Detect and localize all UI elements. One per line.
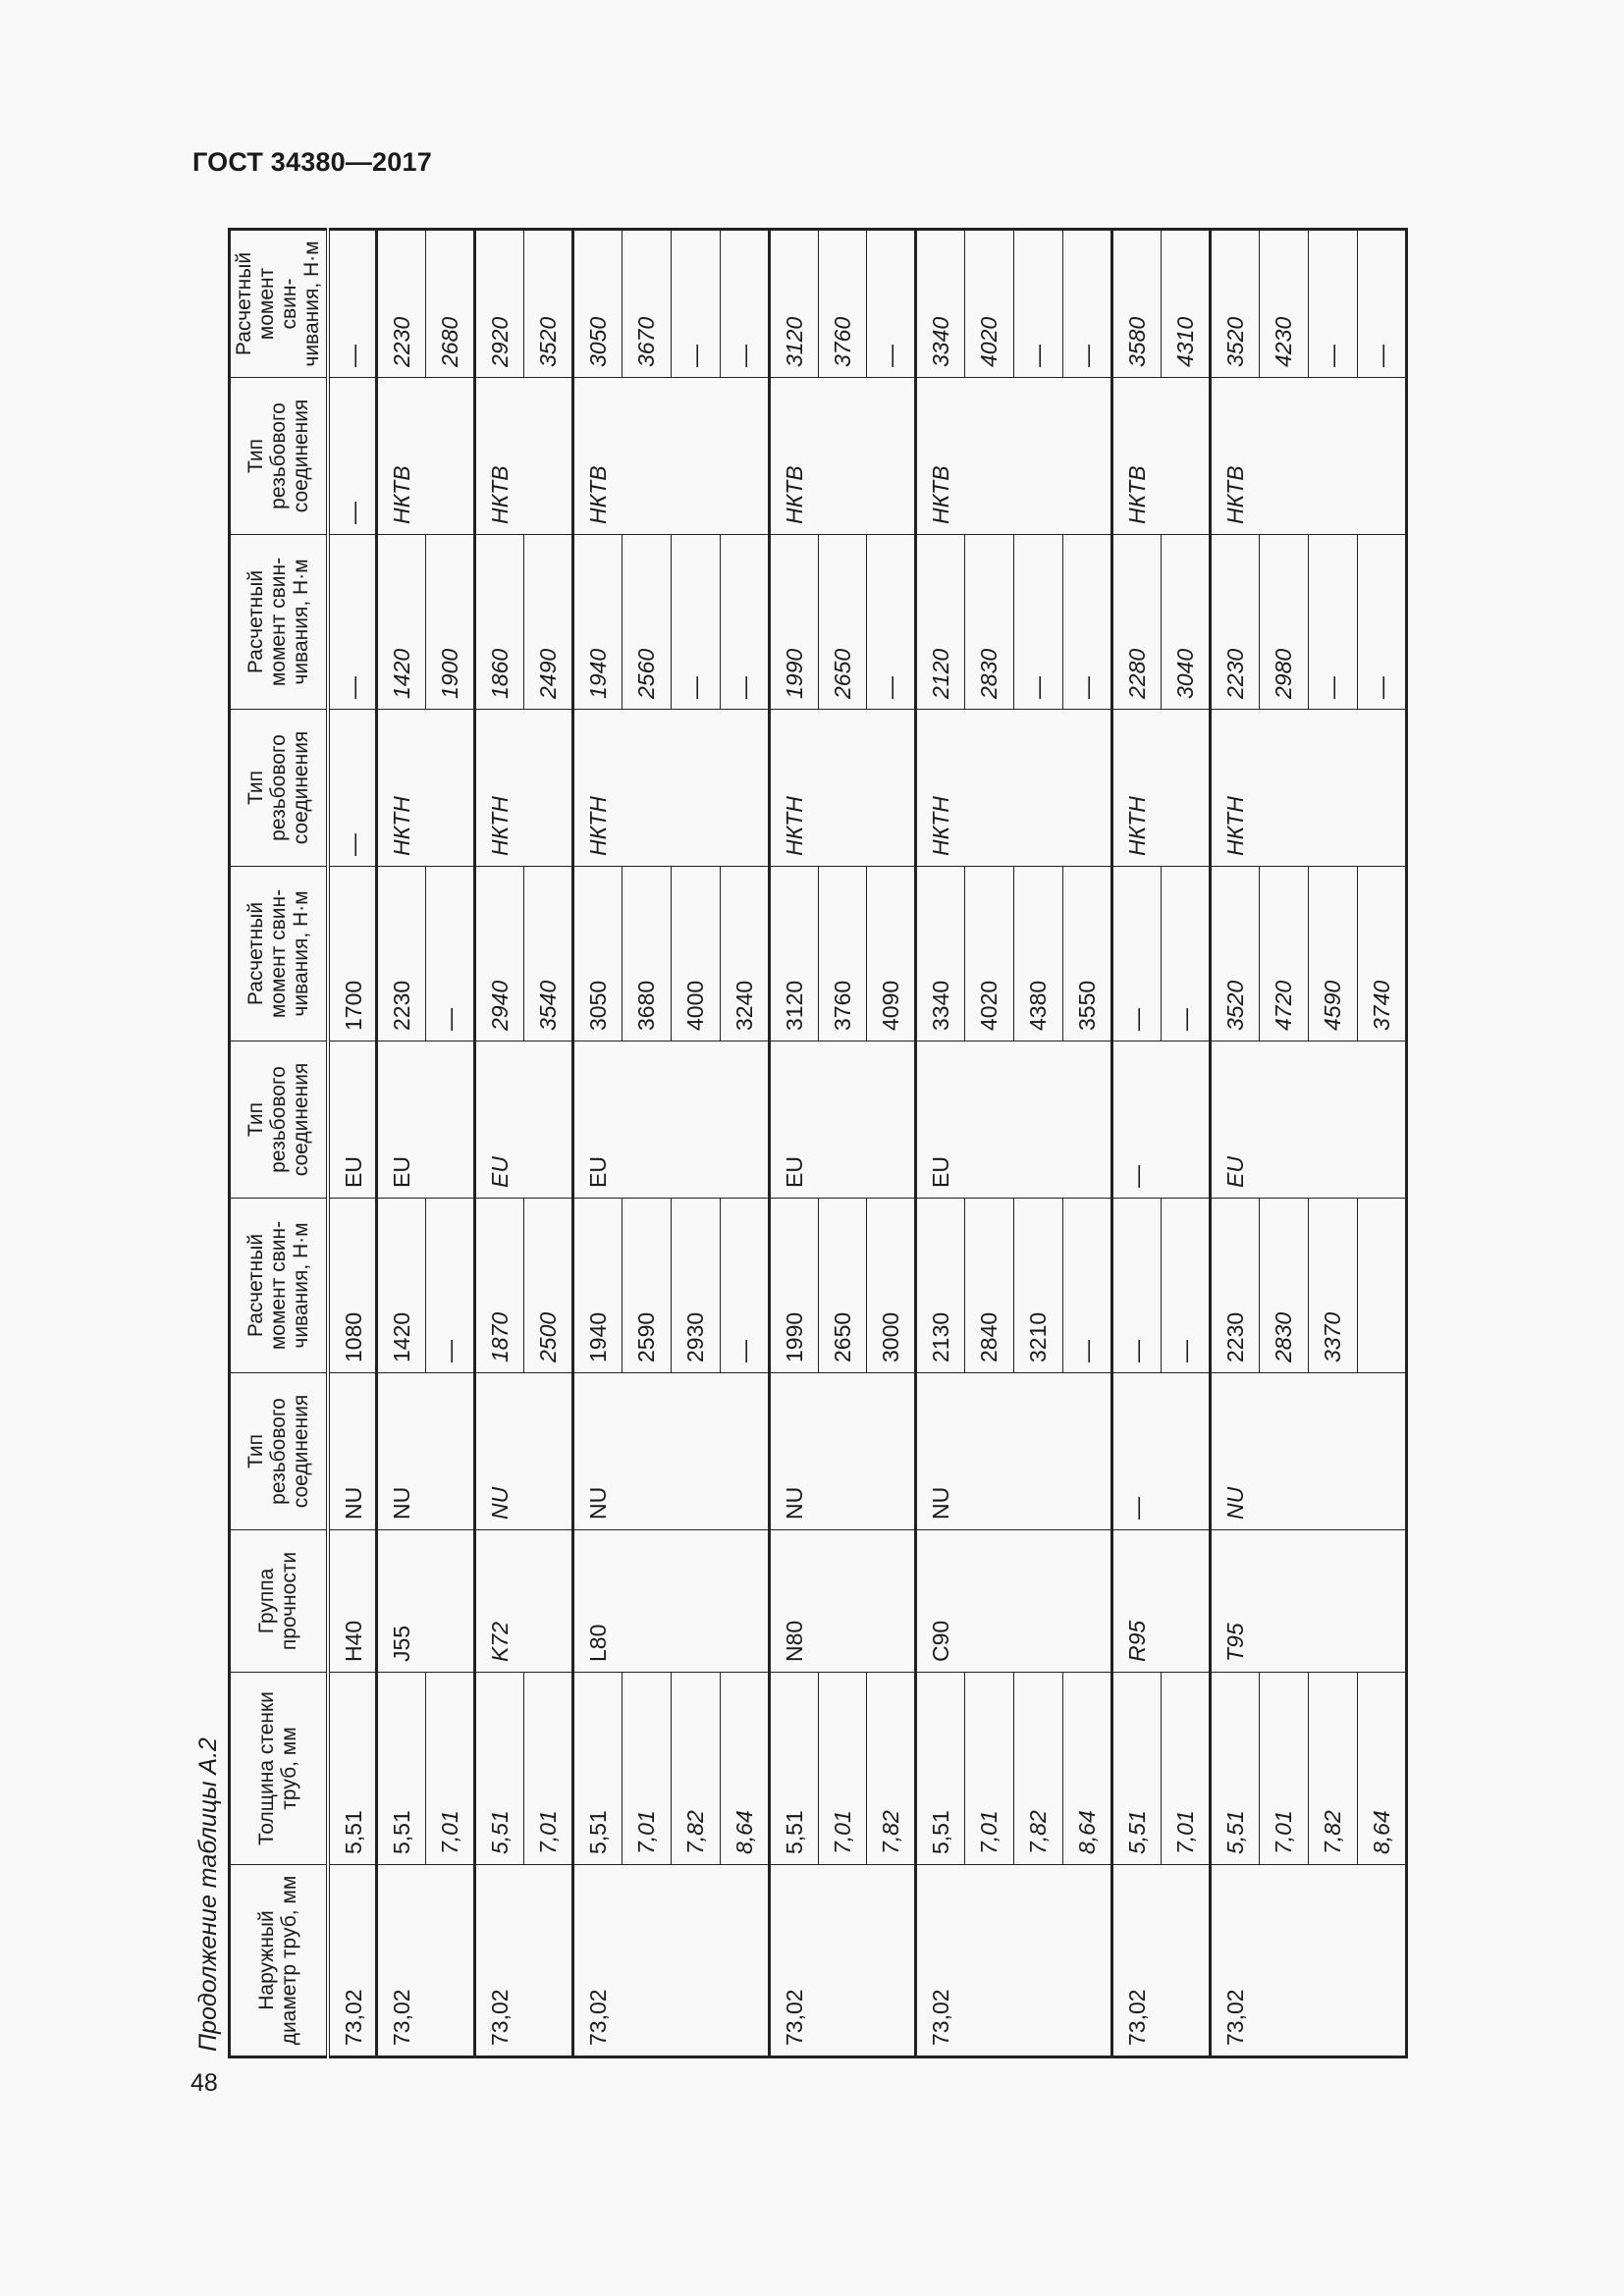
cell-thread-type-2: EU	[769, 1041, 916, 1199]
cell-torque-1	[1358, 1199, 1407, 1373]
cell-thread-type-3: НКТН	[1211, 710, 1407, 867]
cell-torque-4: 3520	[1211, 230, 1260, 378]
cell-torque-3: 2120	[916, 535, 965, 710]
cell-thread-type-4: НКТВ	[572, 378, 769, 535]
cell-torque-3: 1860	[474, 535, 523, 710]
cell-torque-4: —	[328, 230, 377, 378]
cell-thread-type-1: NU	[328, 1373, 377, 1530]
cell-outer-diameter: 73,02	[916, 1865, 1112, 2057]
col-thread-type-2: Тип резьбового соединения	[230, 1041, 328, 1199]
cell-wall-thickness: 5,51	[474, 1673, 523, 1865]
cell-torque-2: 3550	[1063, 867, 1112, 1041]
cell-torque-1: 2840	[965, 1199, 1014, 1373]
cell-thread-type-3: НКТН	[474, 710, 572, 867]
cell-torque-4: —	[671, 230, 720, 378]
cell-thread-type-1: NU	[572, 1373, 769, 1530]
cell-strength-group: T95	[1211, 1530, 1407, 1673]
cell-torque-1: 2130	[916, 1199, 965, 1373]
cell-thread-type-1: NU	[1211, 1373, 1407, 1530]
cell-torque-2: 3520	[1211, 867, 1260, 1041]
cell-wall-thickness: 8,64	[720, 1673, 769, 1865]
cell-wall-thickness: 5,51	[572, 1673, 622, 1865]
cell-outer-diameter: 73,02	[474, 1865, 572, 2057]
cell-thread-type-4: НКТВ	[474, 378, 572, 535]
cell-torque-3: 2650	[818, 535, 867, 710]
cell-wall-thickness: 7,01	[523, 1673, 572, 1865]
cell-wall-thickness: 7,01	[818, 1673, 867, 1865]
cell-torque-2: 3050	[572, 867, 622, 1041]
cell-torque-3: 2980	[1260, 535, 1309, 710]
cell-torque-3: 2280	[1112, 535, 1162, 710]
cell-thread-type-2: EU	[1211, 1041, 1407, 1199]
col-outer-diameter: Наружный диаметр труб, мм	[230, 1865, 328, 2057]
col-torque-2: Расчетный момент свин-чивания, Н·м	[230, 867, 328, 1041]
table-row	[769, 230, 818, 2057]
cell-torque-2: 4590	[1309, 867, 1358, 1041]
cell-wall-thickness: 5,51	[376, 1673, 425, 1865]
table-row	[376, 230, 425, 2057]
cell-thread-type-2: EU	[328, 1041, 377, 1199]
cell-torque-4: 3340	[916, 230, 965, 378]
cell-torque-2: 2230	[376, 867, 425, 1041]
cell-wall-thickness: 7,01	[1162, 1673, 1211, 1865]
cell-torque-2: 4720	[1260, 867, 1309, 1041]
cell-outer-diameter: 73,02	[769, 1865, 916, 2057]
cell-torque-2: 4000	[671, 867, 720, 1041]
cell-wall-thickness: 7,82	[867, 1673, 916, 1865]
cell-outer-diameter: 73,02	[1112, 1865, 1211, 2057]
table-row	[916, 230, 965, 2057]
cell-wall-thickness: 7,01	[1260, 1673, 1309, 1865]
cell-torque-1: 1940	[572, 1199, 622, 1373]
cell-torque-3: —	[1014, 535, 1063, 710]
cell-torque-3: 1900	[425, 535, 474, 710]
cell-torque-4: 2230	[376, 230, 425, 378]
table-body	[328, 230, 1407, 2057]
table-row	[328, 230, 377, 2057]
cell-wall-thickness: 5,51	[1211, 1673, 1260, 1865]
cell-torque-2: 3120	[769, 867, 818, 1041]
cell-torque-1: 1990	[769, 1199, 818, 1373]
cell-torque-4: —	[1309, 230, 1358, 378]
cell-torque-2: 4020	[965, 867, 1014, 1041]
cell-outer-diameter: 73,02	[376, 1865, 474, 2057]
cell-thread-type-3: НКТН	[376, 710, 474, 867]
cell-thread-type-2: EU	[474, 1041, 572, 1199]
cell-torque-1: 2230	[1211, 1199, 1260, 1373]
cell-wall-thickness: 5,51	[916, 1673, 965, 1865]
cell-torque-3: 1420	[376, 535, 425, 710]
cell-thread-type-4: НКТВ	[1112, 378, 1211, 535]
cell-strength-group: N80	[769, 1530, 916, 1673]
cell-wall-thickness: 5,51	[328, 1673, 377, 1865]
cell-strength-group: L80	[572, 1530, 769, 1673]
cell-torque-4: 4020	[965, 230, 1014, 378]
cell-torque-4: —	[720, 230, 769, 378]
cell-thread-type-3: НКТН	[916, 710, 1112, 867]
cell-thread-type-1: NU	[376, 1373, 474, 1530]
header-row	[230, 230, 328, 2057]
cell-torque-4: 2680	[425, 230, 474, 378]
cell-thread-type-1: NU	[769, 1373, 916, 1530]
cell-torque-1: —	[425, 1199, 474, 1373]
torque-table	[228, 228, 1408, 2058]
cell-torque-2: 2940	[474, 867, 523, 1041]
cell-torque-1: 3210	[1014, 1199, 1063, 1373]
cell-outer-diameter: 73,02	[328, 1865, 377, 2057]
cell-torque-1: 1420	[376, 1199, 425, 1373]
cell-torque-3: 3040	[1162, 535, 1211, 710]
cell-torque-1: —	[1063, 1199, 1112, 1373]
cell-torque-1: 1080	[328, 1199, 377, 1373]
cell-thread-type-3: НКТН	[769, 710, 916, 867]
cell-thread-type-2: EU	[376, 1041, 474, 1199]
cell-thread-type-2: EU	[572, 1041, 769, 1199]
cell-torque-3: —	[867, 535, 916, 710]
cell-wall-thickness: 8,64	[1358, 1673, 1407, 1865]
cell-wall-thickness: 7,01	[965, 1673, 1014, 1865]
cell-torque-3: 2490	[523, 535, 572, 710]
cell-thread-type-1: NU	[474, 1373, 572, 1530]
cell-thread-type-4: НКТВ	[916, 378, 1112, 535]
cell-torque-1: 3370	[1309, 1199, 1358, 1373]
cell-torque-1: 2500	[523, 1199, 572, 1373]
table-row	[474, 230, 523, 2057]
cell-torque-2: —	[1162, 867, 1211, 1041]
cell-torque-1: 2930	[671, 1199, 720, 1373]
cell-torque-1: —	[1162, 1199, 1211, 1373]
cell-thread-type-1: NU	[916, 1373, 1112, 1530]
cell-torque-1: 2830	[1260, 1199, 1309, 1373]
cell-torque-3: —	[328, 535, 377, 710]
cell-torque-2: 4380	[1014, 867, 1063, 1041]
table-container	[228, 231, 1405, 2058]
cell-torque-4: —	[867, 230, 916, 378]
col-wall-thickness: Толщина стенки труб, мм	[230, 1673, 328, 1865]
cell-torque-2: —	[425, 867, 474, 1041]
cell-torque-3: 2830	[965, 535, 1014, 710]
cell-torque-4: 4310	[1162, 230, 1211, 378]
table-row	[1211, 230, 1260, 2057]
cell-thread-type-3: —	[328, 710, 377, 867]
col-torque-4: Расчетный момент свин-чивания, Н·м	[230, 230, 328, 378]
cell-outer-diameter: 73,02	[572, 1865, 769, 2057]
table-caption: Продолжение таблицы А.2	[194, 1737, 222, 2052]
col-thread-type-3: Тип резьбового соединения	[230, 710, 328, 867]
cell-thread-type-2: —	[1112, 1041, 1211, 1199]
cell-torque-3: 2230	[1211, 535, 1260, 710]
cell-strength-group: K72	[474, 1530, 572, 1673]
cell-torque-1: 1870	[474, 1199, 523, 1373]
cell-torque-4: —	[1063, 230, 1112, 378]
cell-torque-3: 2560	[622, 535, 671, 710]
cell-torque-1: 3000	[867, 1199, 916, 1373]
cell-wall-thickness: 5,51	[1112, 1673, 1162, 1865]
cell-torque-3: —	[1309, 535, 1358, 710]
cell-wall-thickness: 7,82	[1014, 1673, 1063, 1865]
col-torque-3: Расчетный момент свин-чивания, Н·м	[230, 535, 328, 710]
cell-outer-diameter: 73,02	[1211, 1865, 1407, 2057]
document-title: ГОСТ 34380—2017	[192, 147, 432, 177]
cell-torque-4: —	[1014, 230, 1063, 378]
cell-strength-group: C90	[916, 1530, 1112, 1673]
cell-torque-2: 3680	[622, 867, 671, 1041]
cell-torque-4: 3670	[622, 230, 671, 378]
cell-thread-type-3: НКТН	[572, 710, 769, 867]
cell-torque-4: 3050	[572, 230, 622, 378]
page-number: 48	[190, 2069, 218, 2097]
cell-wall-thickness: 7,01	[622, 1673, 671, 1865]
cell-thread-type-4: НКТВ	[769, 378, 916, 535]
cell-thread-type-4: НКТВ	[376, 378, 474, 535]
cell-torque-4: —	[1358, 230, 1407, 378]
cell-thread-type-4: —	[328, 378, 377, 535]
cell-torque-3: —	[1358, 535, 1407, 710]
cell-wall-thickness: 8,64	[1063, 1673, 1112, 1865]
col-torque-1: Расчетный момент свин-чивания, Н·м	[230, 1199, 328, 1373]
cell-torque-2: —	[1112, 867, 1162, 1041]
col-strength-group: Группа прочности	[230, 1530, 328, 1673]
cell-wall-thickness: 7,01	[425, 1673, 474, 1865]
cell-torque-3: —	[1063, 535, 1112, 710]
cell-strength-group: R95	[1112, 1530, 1211, 1673]
cell-torque-4: 3580	[1112, 230, 1162, 378]
cell-torque-2: 3340	[916, 867, 965, 1041]
cell-thread-type-2: EU	[916, 1041, 1112, 1199]
cell-torque-4: 3520	[523, 230, 572, 378]
cell-torque-1: 2650	[818, 1199, 867, 1373]
cell-torque-3: —	[720, 535, 769, 710]
col-thread-type-1: Тип резьбового соединения	[230, 1373, 328, 1530]
cell-torque-1: 2590	[622, 1199, 671, 1373]
cell-torque-3: —	[671, 535, 720, 710]
cell-torque-1: —	[720, 1199, 769, 1373]
table-row	[1112, 230, 1162, 2057]
cell-torque-2: 3740	[1358, 867, 1407, 1041]
cell-torque-2: 3240	[720, 867, 769, 1041]
cell-torque-4: 2920	[474, 230, 523, 378]
cell-thread-type-4: НКТВ	[1211, 378, 1407, 535]
cell-torque-2: 3760	[818, 867, 867, 1041]
cell-torque-4: 3120	[769, 230, 818, 378]
cell-torque-3: 1990	[769, 535, 818, 710]
cell-wall-thickness: 5,51	[769, 1673, 818, 1865]
col-thread-type-4: Тип резьбового соединения	[230, 378, 328, 535]
cell-wall-thickness: 7,82	[1309, 1673, 1358, 1865]
cell-thread-type-3: НКТН	[1112, 710, 1211, 867]
cell-torque-2: 1700	[328, 867, 377, 1041]
cell-torque-4: 4230	[1260, 230, 1309, 378]
cell-torque-2: 4090	[867, 867, 916, 1041]
cell-thread-type-1: —	[1112, 1373, 1211, 1530]
cell-wall-thickness: 7,82	[671, 1673, 720, 1865]
cell-torque-1: —	[1112, 1199, 1162, 1373]
cell-torque-4: 3760	[818, 230, 867, 378]
cell-torque-3: 1940	[572, 535, 622, 710]
cell-strength-group: H40	[328, 1530, 377, 1673]
table-row	[572, 230, 622, 2057]
cell-strength-group: J55	[376, 1530, 474, 1673]
cell-torque-2: 3540	[523, 867, 572, 1041]
